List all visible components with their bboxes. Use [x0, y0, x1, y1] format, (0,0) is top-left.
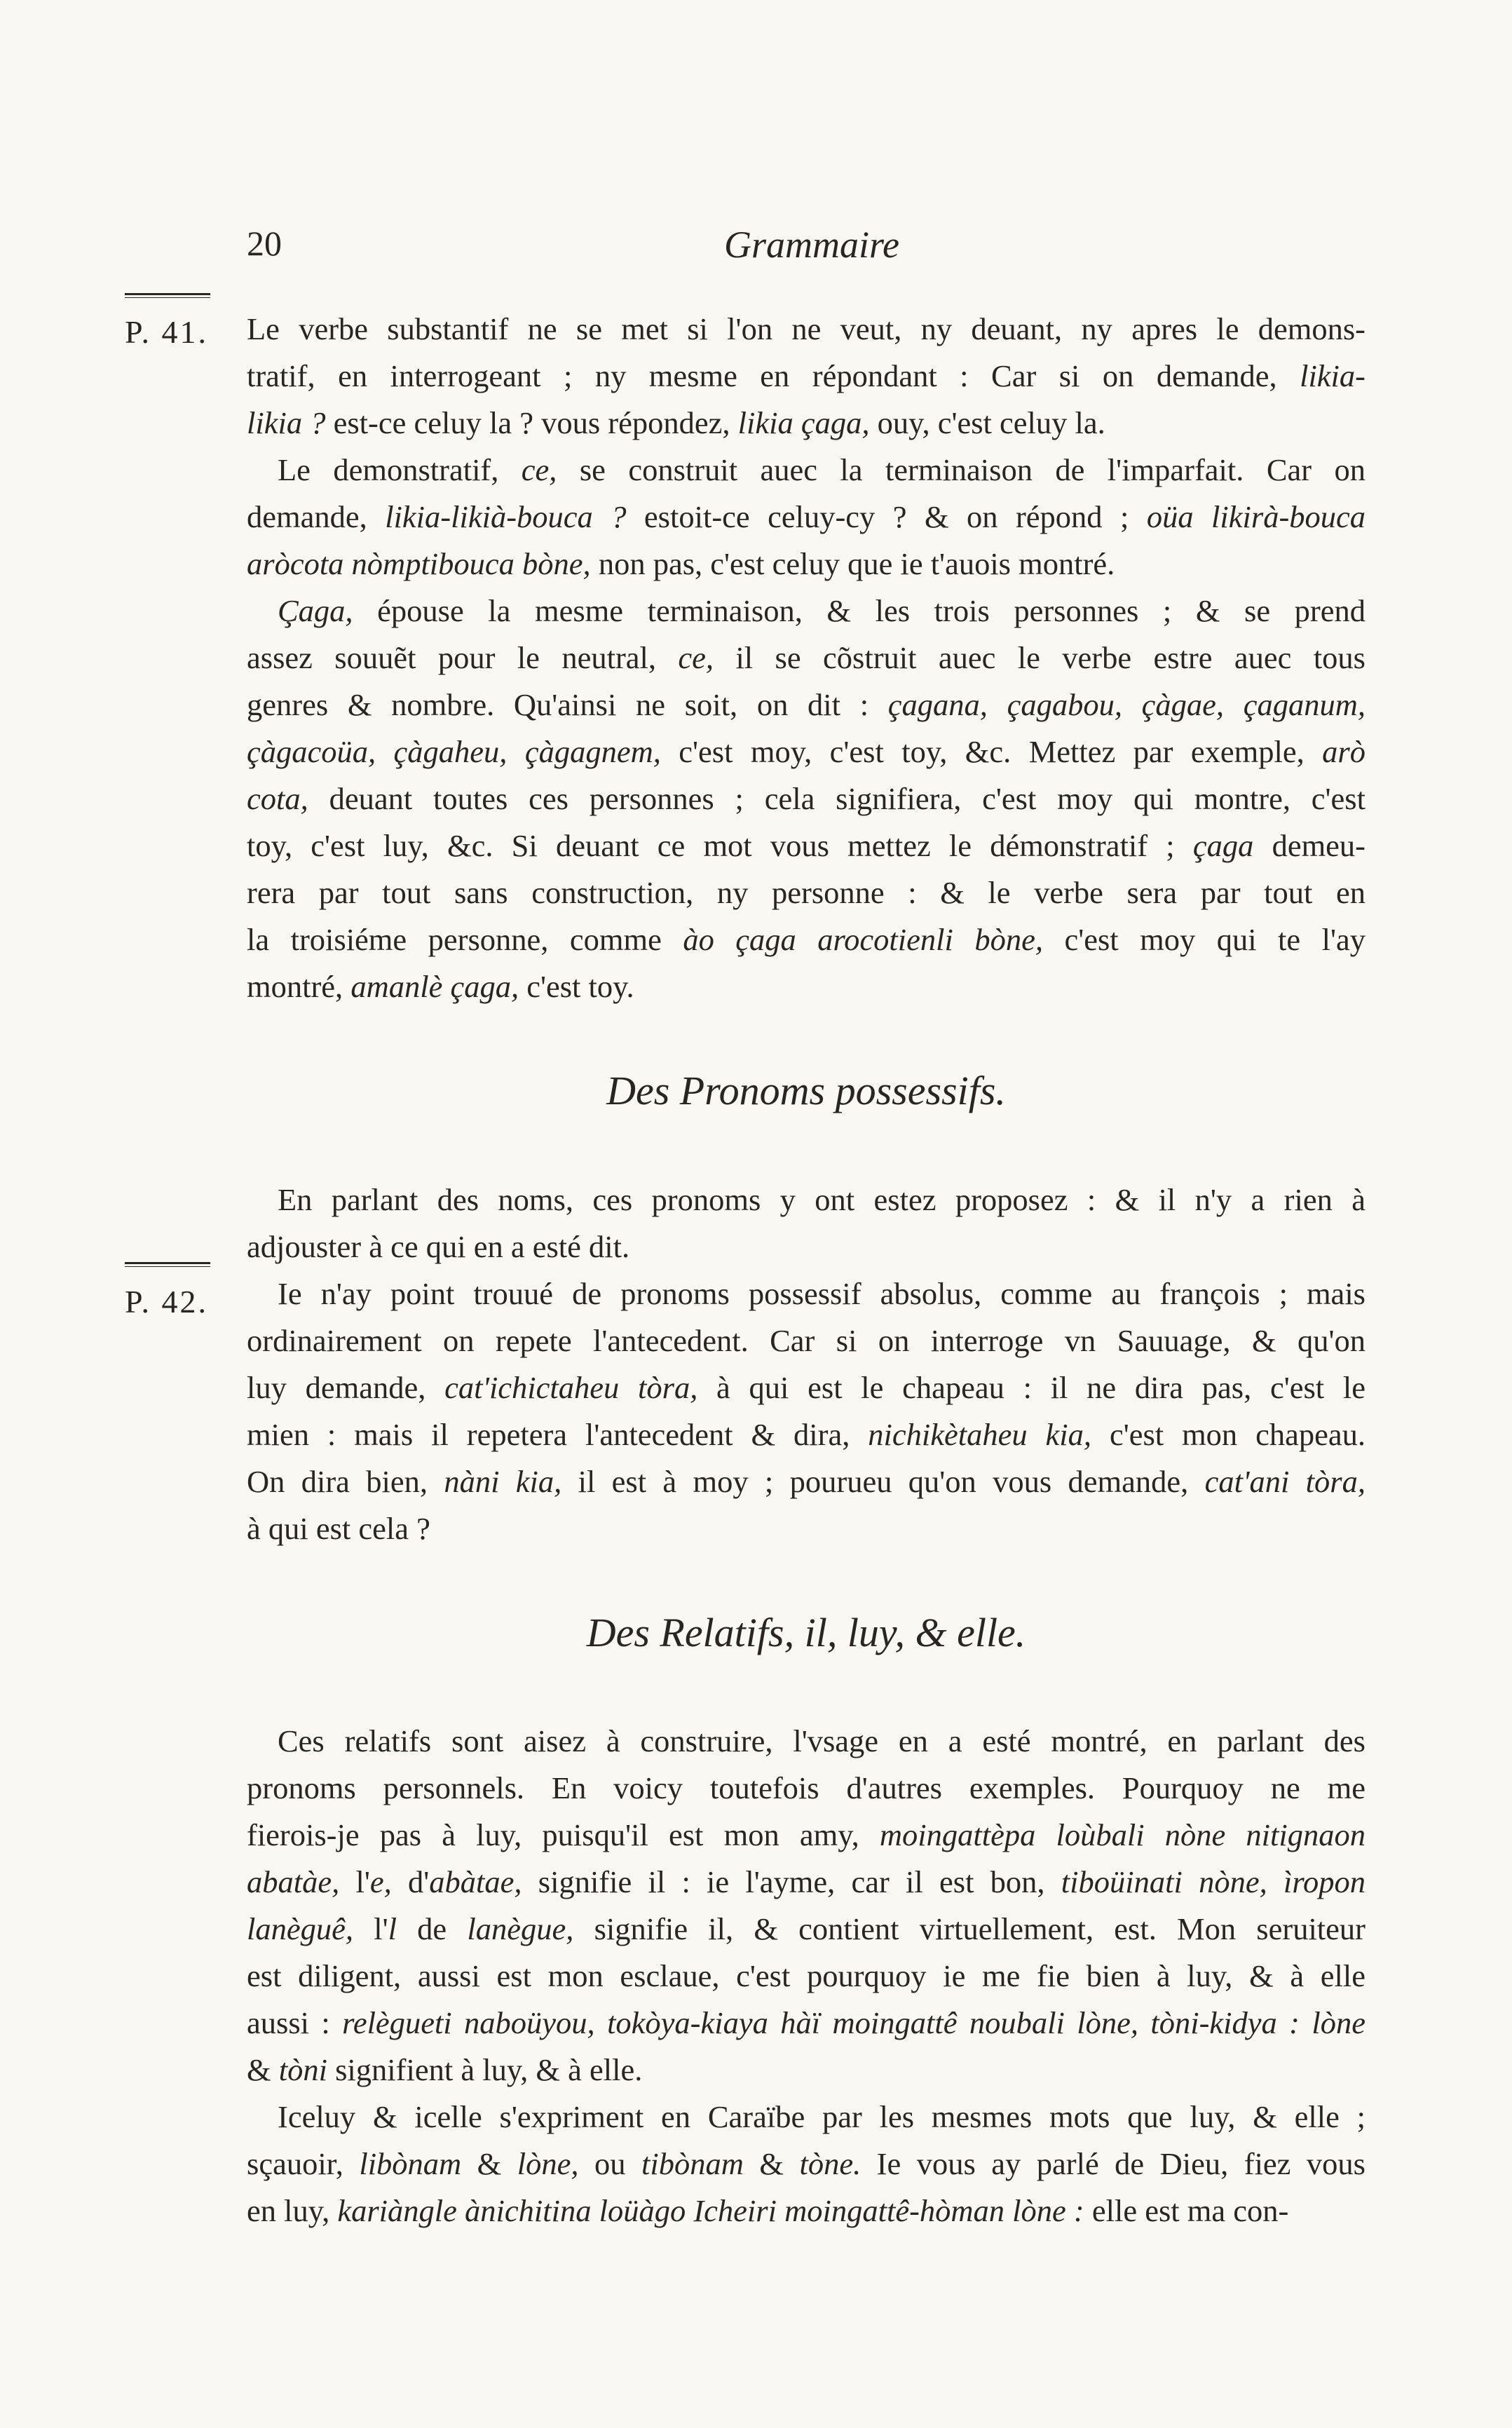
text-line: fierois-je pas à luy, puisqu'il est mon amy, moingattèpa loùbali nòne nitignaon	[247, 1817, 1365, 1852]
text-line: Çaga, épouse la mesme terminaison, & les trois personnes ; & se prend	[278, 593, 1365, 628]
caribbean-term: ào çaga arocotienli bòne,	[683, 922, 1043, 957]
text-line: aussi : relègueti naboüyou, tokòya-kiaya hàï moingattê noubali lòne, tòni-kidya : lòne	[247, 2005, 1366, 2040]
margin-rule-1	[125, 293, 210, 298]
caribbean-term: oüa likirà-bouca	[1146, 499, 1366, 534]
section-heading-possessifs: Des Pronoms possessifs.	[606, 1068, 1006, 1113]
text-line: En parlant des noms, ces pronoms y ont estez proposez : & il n'y a rien à	[278, 1182, 1365, 1217]
text-line: la troisiéme personne, comme ào çaga arocotienli bòne, c'est moy qui te l'ay	[247, 922, 1365, 957]
text-line: à qui est cela ?	[247, 1511, 430, 1546]
text-line: cota, deuant toutes ces personnes ; cela signifiera, c'est moy qui montre, c'est	[247, 781, 1365, 816]
caribbean-term: likia çaga,	[737, 405, 870, 440]
caribbean-term: Çaga,	[278, 593, 353, 628]
section-heading-relatifs: Des Relatifs, il, luy, & elle.	[586, 1610, 1026, 1655]
text-line: çàgacoüa, çàgaheu, çàgagnem, c'est moy, c'est toy, &c. Mettez par exemple, arò	[247, 734, 1365, 769]
paragraph	[247, 1718, 1365, 2094]
caribbean-term: ce,	[521, 452, 557, 487]
text-line: Ces relatifs sont aisez à construire, l'vsage en a esté montré, en parlant des	[278, 1723, 1365, 1758]
text-line: & tòni signifient à luy, & à elle.	[247, 2052, 643, 2087]
text-line: tratif, en interrogeant ; ny mesme en répondant : Car si on demande, likia-	[247, 358, 1365, 393]
page-number: 20	[247, 224, 282, 263]
text-line: abatàe, l'e, d'abàtae, signifie il : ie l'ayme, car il est bon, tiboüinati nòne, ìropon	[247, 1864, 1365, 1899]
caribbean-term: cat'ani tòra,	[1204, 1464, 1365, 1499]
caribbean-term: cota,	[247, 781, 308, 816]
text-line: genres & nombre. Qu'ainsi ne soit, on dit : çagana, çagabou, çàgae, çaganum,	[247, 687, 1365, 722]
text-line: mien : mais il repetera l'antecedent & dira, nichikètaheu kia, c'est mon chapeau.	[247, 1417, 1365, 1452]
caribbean-term: kariàngle ànichitina loüàgo Icheiri moingattê-hòman lòne :	[337, 2193, 1084, 2228]
caribbean-term: lòne,	[517, 2146, 579, 2181]
page-header	[247, 223, 1377, 279]
caribbean-term: l	[388, 1911, 397, 1946]
caribbean-term: tiboüinati nòne, ìropon	[1061, 1864, 1365, 1899]
text-line: Le verbe substantif ne se met si l'on ne veut, ny deuant, ny apres le demons-	[247, 311, 1365, 346]
paragraph	[247, 447, 1365, 588]
caribbean-term: cat'ichictaheu tòra,	[444, 1370, 698, 1405]
text-line: Le demonstratif, ce, se construit auec la terminaison de l'imparfait. Car on	[278, 452, 1365, 487]
caribbean-term: arò	[1322, 734, 1365, 769]
text-line: lanèguê, l'l de lanègue, signifie il, & contient virtuellement, est. Mon seruiteur	[247, 1911, 1365, 1946]
text-line: Ie n'ay point trouué de pronoms possessif absolus, comme au françois ; mais	[278, 1276, 1365, 1311]
caribbean-term: tòne.	[799, 2146, 861, 2181]
text-line: Iceluy & icelle s'expriment en Caraïbe par les mesmes mots que luy, & elle ;	[278, 2099, 1365, 2134]
caribbean-term: nichikètaheu kia,	[868, 1417, 1092, 1452]
caribbean-term: tibònam	[641, 2146, 744, 2181]
text-line: toy, c'est luy, &c. Si deuant ce mot vous mettez le démonstratif ; çaga demeu-	[247, 828, 1365, 863]
caribbean-term: e,	[369, 1864, 392, 1899]
text-line: On dira bien, nàni kia, il est à moy ; pourueu qu'on vous demande, cat'ani tòra,	[247, 1464, 1365, 1499]
paragraph	[247, 306, 1365, 447]
paragraph	[247, 1270, 1365, 1552]
text-line: assez souuẽt pour le neutral, ce, il se cõstruit auec le verbe estre auec tous	[247, 640, 1365, 675]
text-line: adjouster à ce qui en a esté dit.	[247, 1229, 630, 1264]
text-line: aròcota nòmptibouca bòne, non pas, c'est celuy que ie t'auois montré.	[247, 546, 1115, 581]
text-line: demande, likia-likià-bouca ? estoit-ce celuy-cy ? & on répond ; oüa likirà-bouca	[247, 499, 1366, 534]
caribbean-term: lanègue,	[467, 1911, 574, 1946]
text-line: ordinairement on repete l'antecedent. Car si on interroge vn Sauuage, & qu'on	[247, 1323, 1365, 1358]
caribbean-term: libònam	[359, 2146, 462, 2181]
caribbean-term: relègueti naboüyou, tokòya-kiaya hàï moingattê noubali lòne, tòni-kidya : lòne	[342, 2005, 1366, 2040]
caribbean-term: lanèguê,	[247, 1911, 353, 1946]
caribbean-term: abàtae,	[429, 1864, 522, 1899]
caribbean-term: aròcota nòmptibouca bòne,	[247, 546, 591, 581]
text-line: en luy, kariàngle ànichitina loüàgo Icheiri moingattê-hòman lòne : elle est ma con-	[247, 2193, 1289, 2228]
caribbean-term: likia-likià-bouca ?	[385, 499, 627, 534]
caribbean-term: çàgacoüa, çàgaheu, çàgagnem,	[247, 734, 661, 769]
caribbean-term: çaga	[1192, 828, 1254, 863]
caribbean-term: amanlè çaga,	[350, 969, 519, 1004]
caribbean-term: çagana, çagabou, çàgae, çaganum,	[887, 687, 1365, 722]
caribbean-term: likia-	[1300, 358, 1365, 393]
text-line: est diligent, aussi est mon esclaue, c'est pourquoy ie me fie bien à luy, & à elle	[247, 1958, 1365, 1993]
text-line: luy demande, cat'ichictaheu tòra, à qui est le chapeau : il ne dira pas, c'est le	[247, 1370, 1365, 1405]
margin-rule-2	[125, 1262, 210, 1267]
caribbean-term: likia ?	[247, 405, 326, 440]
caribbean-term: abatàe,	[247, 1864, 340, 1899]
caribbean-term: ce,	[678, 640, 714, 675]
margin-note-p42: P. 42.	[125, 1284, 208, 1320]
margin-note-p41: P. 41.	[125, 314, 208, 350]
caribbean-term: tòni	[278, 2052, 327, 2087]
text-line: pronoms personnels. En voicy toutefois d'autres exemples. Pourquoy ne me	[247, 1770, 1365, 1805]
text-line: montré, amanlè çaga, c'est toy.	[247, 969, 634, 1004]
text-line: sçauoir, libònam & lòne, ou tibònam & tòne. Ie vous ay parlé de Dieu, fiez vous	[247, 2146, 1365, 2181]
caribbean-term: moingattèpa loùbali nòne nitignaon	[879, 1817, 1365, 1852]
text-line: rera par tout sans construction, ny personne : & le verbe sera par tout en	[247, 875, 1365, 910]
text-line: likia ? est-ce celuy la ? vous répondez, likia çaga, ouy, c'est celuy la.	[247, 405, 1105, 440]
paragraph	[247, 2094, 1365, 2234]
caribbean-term: nàni kia,	[444, 1464, 562, 1499]
paragraph	[247, 588, 1365, 1010]
running-title: Grammaire	[724, 224, 899, 266]
paragraph	[247, 1176, 1365, 1270]
